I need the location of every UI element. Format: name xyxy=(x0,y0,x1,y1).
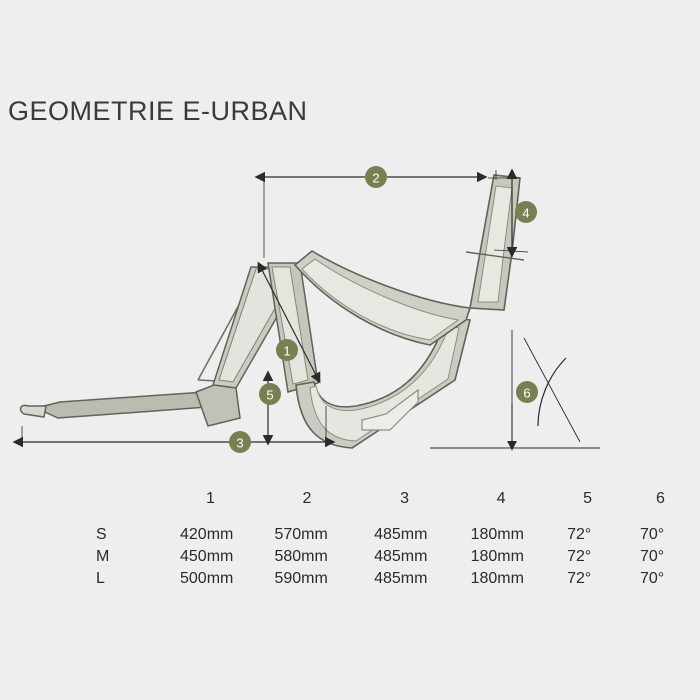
header-1: 1 xyxy=(206,490,215,507)
cell-s-5: 72° xyxy=(567,526,592,543)
cell-m-3: 485mm xyxy=(374,548,428,565)
header-6: 6 xyxy=(655,490,665,507)
callout-2 xyxy=(365,166,387,188)
callout-3 xyxy=(229,431,251,453)
callout-6 xyxy=(516,381,538,403)
frame-artwork xyxy=(21,175,524,448)
angle-arc-6 xyxy=(538,358,566,426)
callout-5 xyxy=(259,383,281,405)
bottom-bracket xyxy=(196,385,240,426)
cell-m-1: 450mm xyxy=(180,548,234,565)
header-2: 2 xyxy=(302,490,312,507)
geometry-table-wrapper xyxy=(0,488,700,590)
cell-l-4: 180mm xyxy=(470,570,524,587)
dropout xyxy=(21,405,46,417)
cell-l-6: 70° xyxy=(639,570,665,587)
callout-4 xyxy=(515,201,537,223)
table-body xyxy=(0,524,700,590)
cell-s-4: 180mm xyxy=(470,526,524,543)
cell-s-2: 570mm xyxy=(274,526,328,543)
row-size-s: S xyxy=(96,526,107,543)
callout-4-label: 4 xyxy=(522,205,530,221)
table-row xyxy=(0,524,700,546)
callout-1-label: 1 xyxy=(283,343,291,359)
header-5: 5 xyxy=(583,490,592,507)
callout-2-label: 2 xyxy=(372,170,380,186)
cell-s-3: 485mm xyxy=(374,526,428,543)
table-row xyxy=(0,546,700,568)
callout-5-label: 5 xyxy=(266,387,274,403)
geometry-table xyxy=(0,488,700,590)
header-4: 4 xyxy=(496,490,506,507)
cell-m-4: 180mm xyxy=(470,548,524,565)
cell-m-5: 72° xyxy=(567,548,592,565)
cell-s-1: 420mm xyxy=(180,526,234,543)
callout-1 xyxy=(276,339,298,361)
cell-l-5: 72° xyxy=(567,570,592,587)
callout-6-label: 6 xyxy=(523,385,531,401)
row-size-m: M xyxy=(96,548,110,565)
cell-m-6: 70° xyxy=(639,548,665,565)
cell-l-1: 500mm xyxy=(180,570,234,587)
table-header-row xyxy=(0,488,700,524)
row-size-l: L xyxy=(96,570,105,587)
header-3: 3 xyxy=(400,490,410,507)
cell-s-6: 70° xyxy=(639,526,665,543)
page-title: GEOMETRIE E-URBAN xyxy=(8,96,308,126)
cell-l-2: 590mm xyxy=(274,570,328,587)
cell-m-2: 580mm xyxy=(274,548,328,565)
callout-3-label: 3 xyxy=(236,435,244,451)
table-row xyxy=(0,568,700,590)
chain-stay xyxy=(36,392,208,418)
cell-l-3: 485mm xyxy=(374,570,428,587)
header-size xyxy=(0,488,166,524)
table-header xyxy=(0,488,700,524)
bicycle-frame-geometry-diagram xyxy=(0,130,700,480)
